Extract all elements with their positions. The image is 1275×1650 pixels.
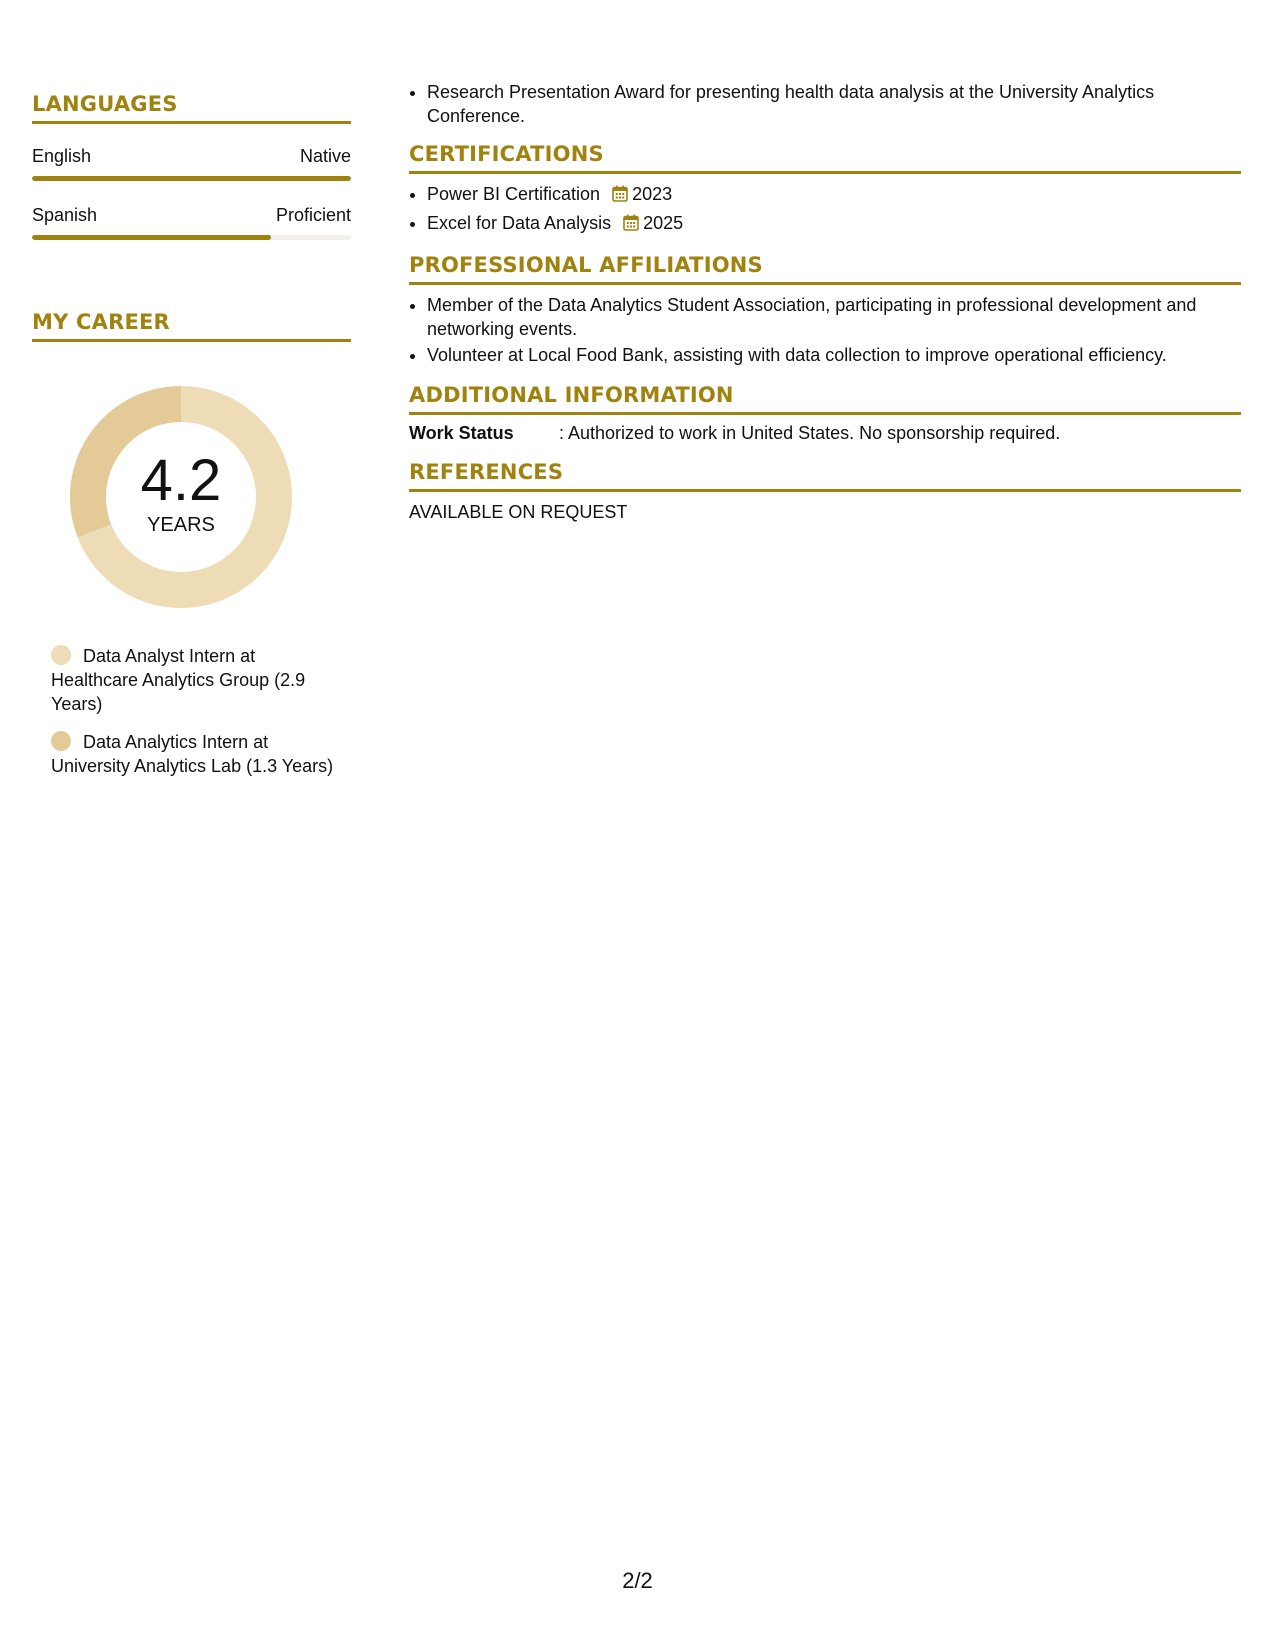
language-bar-fill [32,235,271,240]
language-name: Spanish [32,205,98,225]
language-bar [32,176,351,181]
work-status-row [409,423,1241,444]
certification-item [427,182,1241,208]
calendar-icon [612,184,628,208]
awards-section [409,80,1241,128]
language-level: Native [299,146,351,166]
section-divider [409,282,1241,285]
references-title: REFERENCES [409,460,564,484]
career-donut-chart [66,382,296,612]
certification-year: 2025 [643,213,684,233]
language-item-english [32,146,351,181]
legend-dot [51,645,71,665]
references-section [409,460,1241,523]
languages-title: LANGUAGES [32,92,178,116]
certifications-section [409,142,1241,237]
work-status-key: Work Status [409,423,514,443]
section-divider [409,412,1241,415]
career-total-unit: YEARS [147,513,215,536]
languages-section [32,92,351,240]
certification-item [427,211,1241,237]
career-section [32,310,351,778]
work-status-value: : Authorized to work in United States. No sponsorship required. [559,423,1061,443]
legend-label: Data Analytics Intern at University Analytics Lab (1.3 Years) [51,732,334,776]
career-legend [51,644,341,778]
section-divider [409,171,1241,174]
certifications-title: CERTIFICATIONS [409,142,604,166]
certification-year: 2023 [632,184,673,204]
left-column [32,92,351,792]
affiliations-section [409,253,1241,367]
career-legend-item [51,644,341,716]
career-donut-center [66,382,296,612]
right-column [409,80,1241,523]
language-name: English [32,146,92,166]
legend-dot [51,731,71,751]
section-divider [32,121,351,124]
list-item: • Research Presentation Award for presenting health data analysis at the University Analytics Conference. [427,80,1241,128]
career-legend-item [51,730,341,778]
page-number: 2/2 [622,1568,653,1593]
legend-label: Data Analyst Intern at Healthcare Analytics Group (2.9 Years) [51,646,306,714]
calendar-icon [623,213,639,237]
additional-section [409,383,1241,444]
additional-title: ADDITIONAL INFORMATION [409,383,734,407]
language-bar [32,235,351,240]
section-divider [32,339,351,342]
language-item-spanish [32,205,351,240]
references-text: AVAILABLE ON REQUEST [409,502,628,522]
affiliations-title: PROFESSIONAL AFFILIATIONS [409,253,763,277]
career-total-value: 4.2 [140,447,222,513]
list-item: • Member of the Data Analytics Student Association, participating in professional development and networking events. [427,293,1241,341]
language-bar-fill [32,176,351,181]
certification-name: Excel for Data Analysis [427,213,612,233]
language-level: Proficient [275,205,351,225]
section-divider [409,489,1241,492]
career-title: MY CAREER [32,310,170,334]
list-item: • Volunteer at Local Food Bank, assisting with data collection to improve operational efficiency. [427,343,1241,367]
certification-name: Power BI Certification [427,184,601,204]
